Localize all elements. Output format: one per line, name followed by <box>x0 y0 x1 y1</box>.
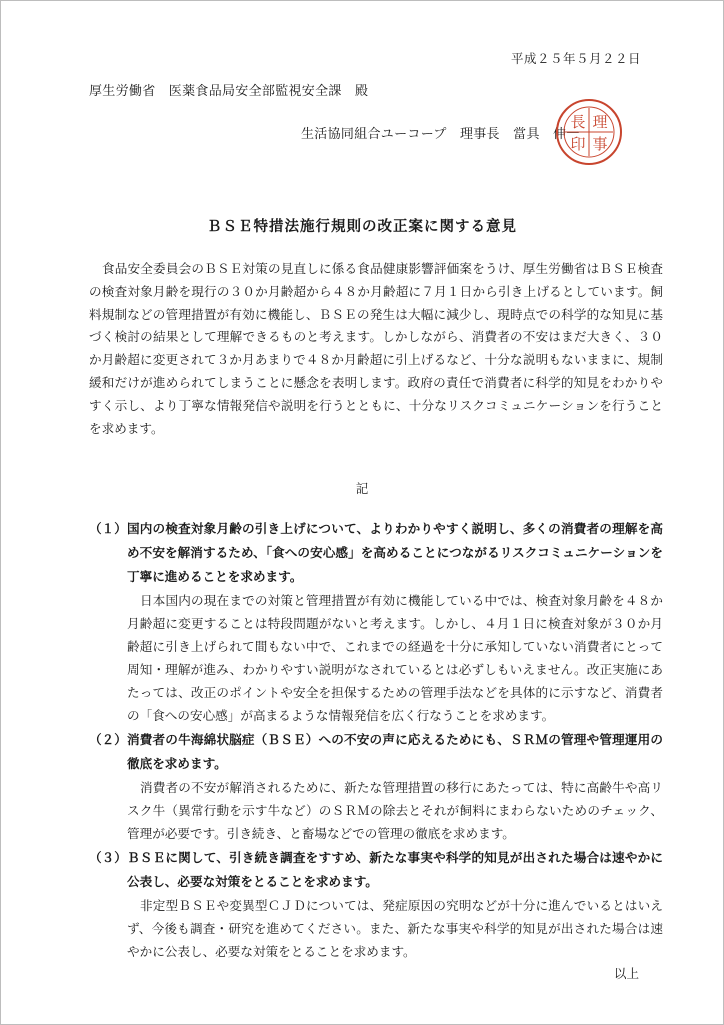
item-number: （１） <box>89 521 127 536</box>
intro-paragraph: 食品安全委員会のＢＳＥ対策の見直しに係る食品健康影響評価案をうけ、厚生労働省はＢＳＥ検査の検査対象月齢を現行の３０か月齢超から４８か月齢超に７月１日から引き上げるとしています。飼料規制などの管理措置が有効に機能し、ＢＳＥの発生は大幅に減少し、現時点での科学的な知見に基づく検討の結果として理解できるものと考えます。しかしながら、消費者の不安はまだ大きく、３０か月齢超に変更されて３か月あまりで４８か月齢超に引上げるなど、十分な説明もないままに、規制緩和だけが進められてしまうことに懸念を表明します。政府の責任で消費者に科学的知見をわかりやすく示し、より丁寧な情報発信や説明を行うとともに、十分なリスクコミュニケーションを行うことを求めます。 <box>89 261 663 436</box>
item-body: 非定型ＢＳＥや変異型ＣＪＤについては、発症原因の究明などが十分に進んでいるとはいえず、今後も調査・研究を進めてください。また、新たな事実や科学的知見が出された場合は速やかに公表し、必要な対策をとることを求めます。 <box>127 898 663 959</box>
item-heading: ＢＳＥに関して、引き続き調査をすすめ、新たな事実や科学的知見が出された場合は速やかに公表し、必要な対策をとることを求めます。 <box>127 850 663 889</box>
item-body: 日本国内の現在までの対策と管理措置が有効に機能している中では、検査対象月齢を４８か月齢超に変更することは特段問題がないと考えます。しかし、４月１日に検査対象が３０か月齢超に引き上げられて間もない中で、これまでの経過を十分に承知していない消費者にとって周知・理解が進み、わかりやすい説明がなされているとは必ずしもいえません。改正実施にあたっては、改正のポイントや安全を担保するための管理手法などを具体的に示すなど、消費者の「食への安心感」が高まるような情報発信を広く行なうことを求めます。 <box>127 593 663 723</box>
document-title: ＢＳＥ特措法施行規則の改正案に関する意見 <box>207 219 517 235</box>
item-heading: 国内の検査対象月齢の引き上げについて、よりわかりやすく説明し、多くの消費者の理解を高め不安を解消するため、「食への安心感」を高めることにつながるリスクコミュニケーションを丁寧に進めることを求めます。 <box>127 521 663 584</box>
svg-text:印: 印 <box>570 135 586 153</box>
opinion-item-2 <box>89 728 663 845</box>
opinion-item-1 <box>89 517 663 727</box>
addressee: 厚生労働省 医薬食品局安全部監視安全課 殿 <box>89 84 369 99</box>
document-date: 平成２５年５月２２日 <box>510 51 641 66</box>
item-body: 消費者の不安が解消されるために、新たな管理措置の移行にあたっては、特に高齢牛や高リスク牛（異常行動を示す牛など）のＳＲＭの除去とそれが飼料にまわらないためのチェック、管理が必要です。引き続き、と畜場などでの管理の徹底を求めます。 <box>127 780 663 841</box>
opinion-item-3 <box>89 846 663 963</box>
svg-text:事: 事 <box>592 135 608 153</box>
svg-text:理: 理 <box>592 113 608 131</box>
opinion-items <box>89 517 663 964</box>
item-number: （３） <box>89 850 127 865</box>
sender-signature: 生活協同組合ユーコープ 理事長 當具 伸一 <box>301 127 580 142</box>
closing-mark: 以上 <box>613 966 639 981</box>
svg-text:長: 長 <box>570 113 586 131</box>
ki-marker: 記 <box>355 481 369 496</box>
seal-stamp-icon <box>554 97 624 167</box>
item-heading: 消費者の牛海綿状脳症（ＢＳＥ）への不安の声に応えるためにも、ＳＲＭの管理や管理運用の徹底を求めます。 <box>127 732 663 771</box>
item-number: （２） <box>89 732 127 747</box>
